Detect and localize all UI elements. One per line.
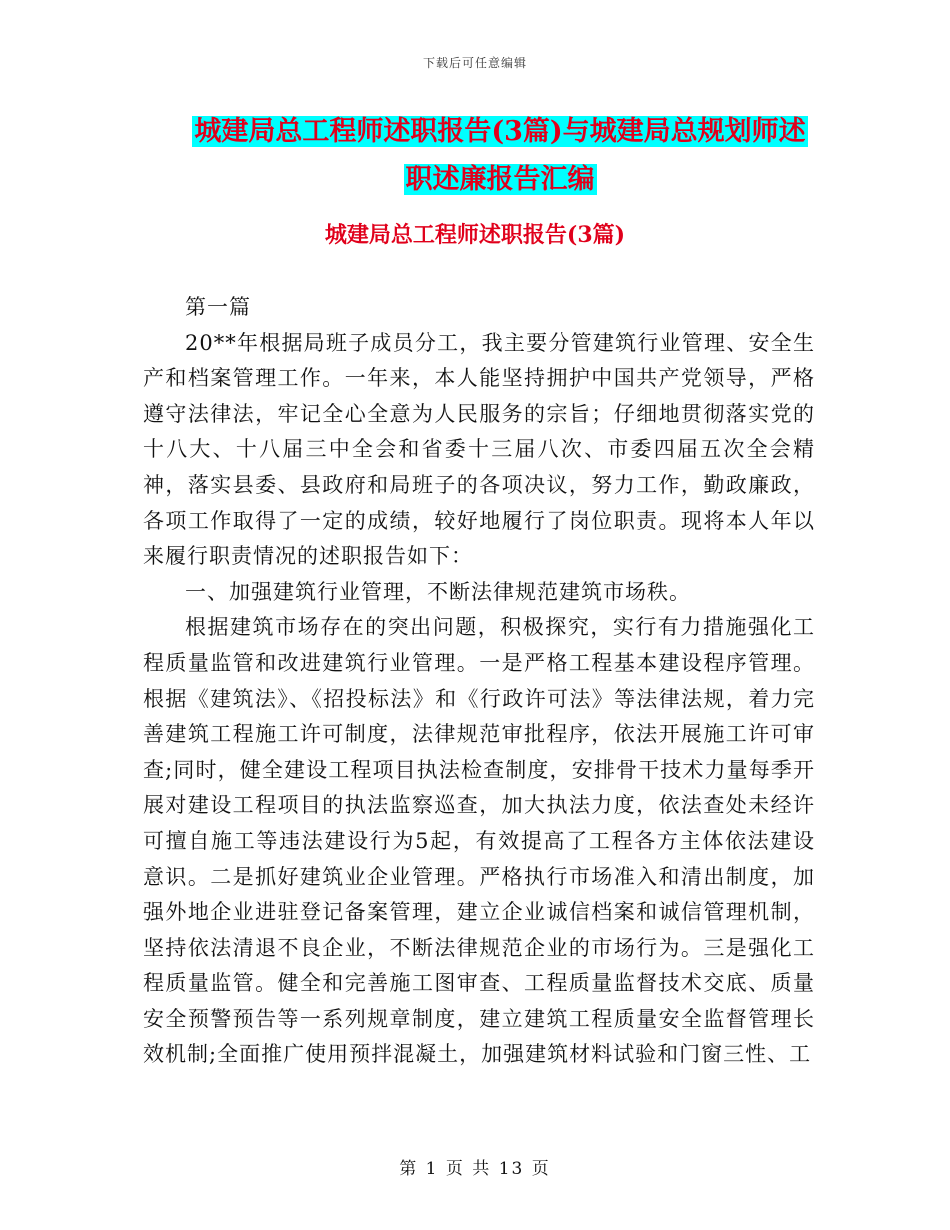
document-title-line-1: 城建局总工程师述职报告(3篇)与城建局总规划师述 xyxy=(194,116,806,147)
page-number: 第 1 页 共 13 页 xyxy=(399,1159,551,1179)
paragraph: 根据建筑市场存在的突出问题，积极探究，实行有力措施强化工程质量监管和改进建筑行业管理。一是严格工程基本建设程序管理。根据《建筑法》、《招投标法》和《行政许可法》等法律法规，着力完善建筑工程施工许可制度，法律规范审批程序，依法开展施工许可审查;同时，健全建设工程项目执法检查制度，安排骨干技术力量每季开展对建设工程项目的执法监察巡查，加大执法力度，依法查处未经许可擅自施工等违法建设行为5起，有效提高了工程各方主体依法建设意识。二是抓好建筑业企业管理。严格执行市场准入和清出制度，加强外地企业进驻登记备案管理，建立企业诚信档案和诚信管理机制，坚持依法清退不良企业，不断法律规范企业的市场行为。三是强化工程质量监管。健全和完善施工图审查、工程质量监督技术交底、质量安全预警预告等一系列规章制度，建立建筑工程质量安全监督管理长效机制;全面推广使用预拌混凝土，加强建筑材料试验和门窗三性、工 xyxy=(143,615,815,1067)
document-title-line-2: 职述廉报告汇编 xyxy=(405,164,595,195)
body-text xyxy=(143,290,815,1073)
document-title xyxy=(190,108,810,204)
paragraph: 20**年根据局班子成员分工，我主要分管建筑行业管理、安全生产和档案管理工作。一年来，本人能坚持拥护中国共产党领导，严格遵守法律法，牢记全心全意为人民服务的宗旨；仔细地贯彻落实党的十八大、十八届三中全会和省委十三届八次、市委四届五次全会精神，落实县委、县政府和局班子的各项决议，努力工作，勤政廉政，各项工作取得了一定的成绩，较好地履行了岗位职责。现将本人年以来履行职责情况的述职报告如下： xyxy=(143,330,815,569)
paragraph-heading: 第一篇 xyxy=(185,295,251,319)
page-header-note: 下载后可任意编辑 xyxy=(422,56,527,70)
section-title: 城建局总工程师述职报告(3篇) xyxy=(324,222,626,248)
paragraph-subheading: 一、加强建筑行业管理，不断法律规范建筑市场秩。 xyxy=(185,579,691,604)
